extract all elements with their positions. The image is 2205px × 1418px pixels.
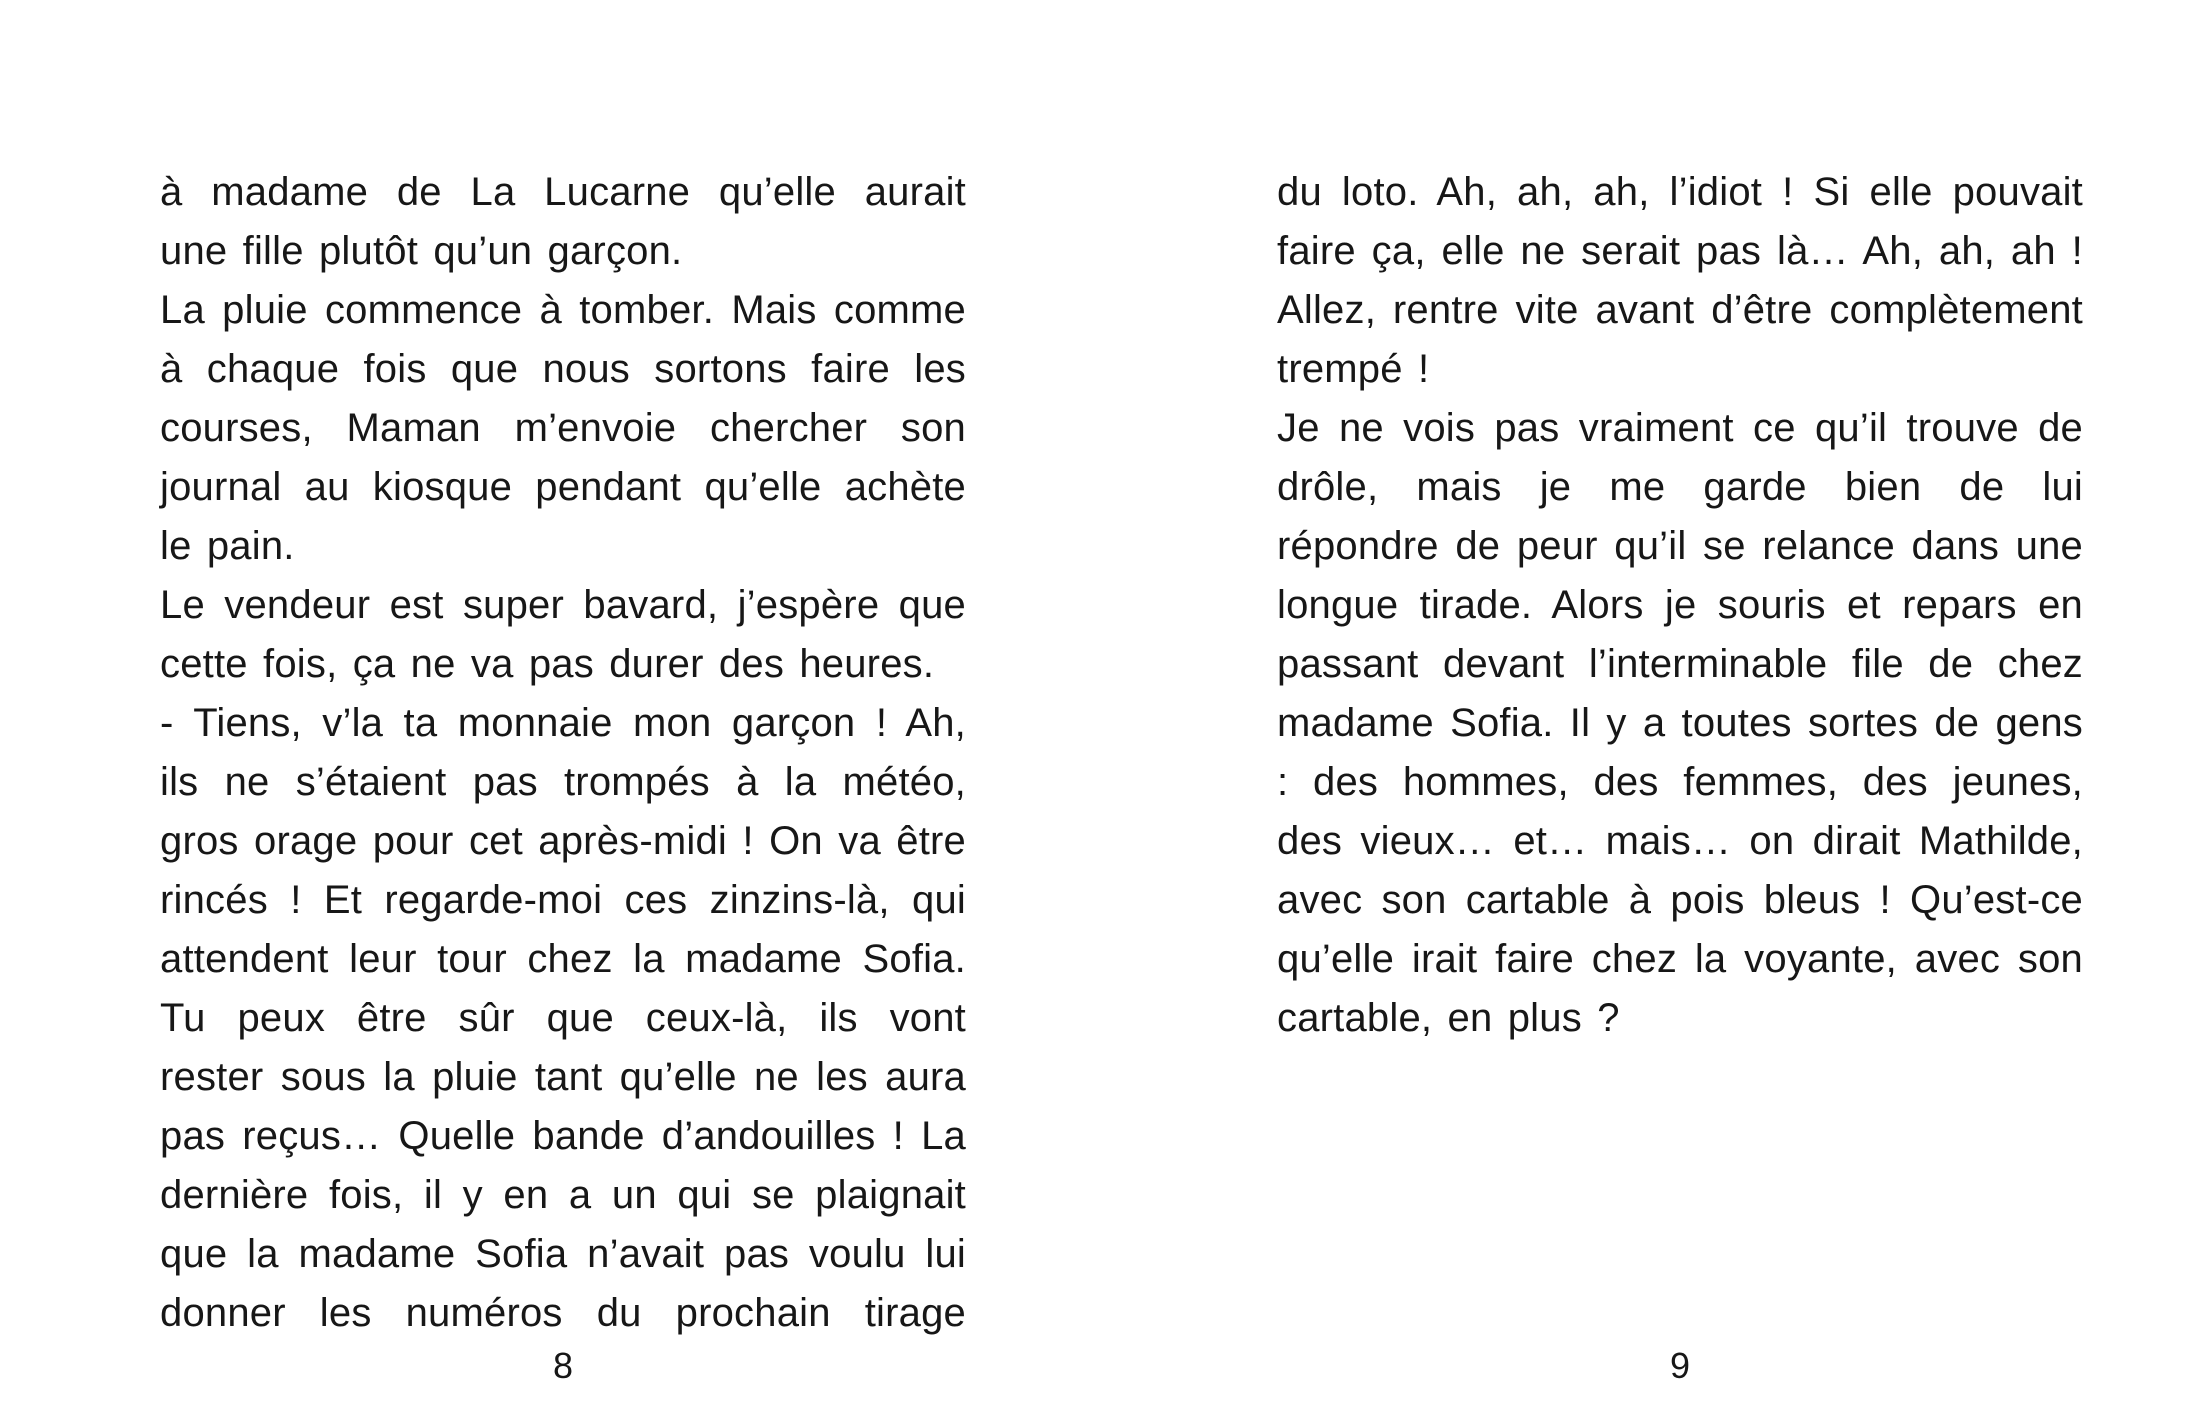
paragraph: Le vendeur est super bavard, j’espère que cette fois, ça ne va pas durer des heures. bbox=[160, 583, 966, 686]
paragraph: à madame de La Lucarne qu’elle aurait une fille plutôt qu’un garçon. bbox=[160, 170, 966, 273]
paragraph: du loto. Ah, ah, ah, l’idiot ! Si elle pouvait faire ça, elle ne serait pas là… Ah, ah, ah ! Allez, rentre vite avant d’être complètement trempé ! bbox=[1277, 170, 2083, 391]
right-page-text bbox=[1277, 163, 2083, 1048]
paragraph: Je ne vois pas vraiment ce qu’il trouve de drôle, mais je me garde bien de lui répondre de peur qu’il se relance dans une longue tirade. Alors je souris et repars en passant devant l’interminable file de chez madame Sofia. Il y a toutes sortes de gens : des hommes, des femmes, des jeunes, des vieux… et… mais… on dirait Mathilde, avec son cartable à pois bleus ! Qu’est-ce qu’elle irait faire chez la voyante, avec son cartable, en plus ? bbox=[1277, 406, 2083, 1040]
left-page-number: 8 bbox=[552, 1345, 574, 1386]
right-page-number: 9 bbox=[1669, 1345, 1691, 1386]
paragraph: - Tiens, v’la ta monnaie mon garçon ! Ah, ils ne s’étaient pas trompés à la météo, gros orage pour cet après-midi ! On va être rincés ! Et regarde-moi ces zinzins-là, qui attendent leur tour chez la madame Sofia. Tu peux être sûr que ceux-là, ils vont rester sous la pluie tant qu’elle ne les aura pas reçus… Quelle bande d’andouilles ! La dernière fois, il y en a un qui se plaignait que la madame Sofia n’avait pas voulu lui donner les numéros du prochain tirage bbox=[160, 701, 966, 1335]
left-page-text bbox=[160, 163, 966, 1343]
paragraph: La pluie commence à tomber. Mais comme à chaque fois que nous sortons faire les courses, Maman m’envoie chercher son journal au kiosque pendant qu’elle achète le pain. bbox=[160, 288, 966, 568]
